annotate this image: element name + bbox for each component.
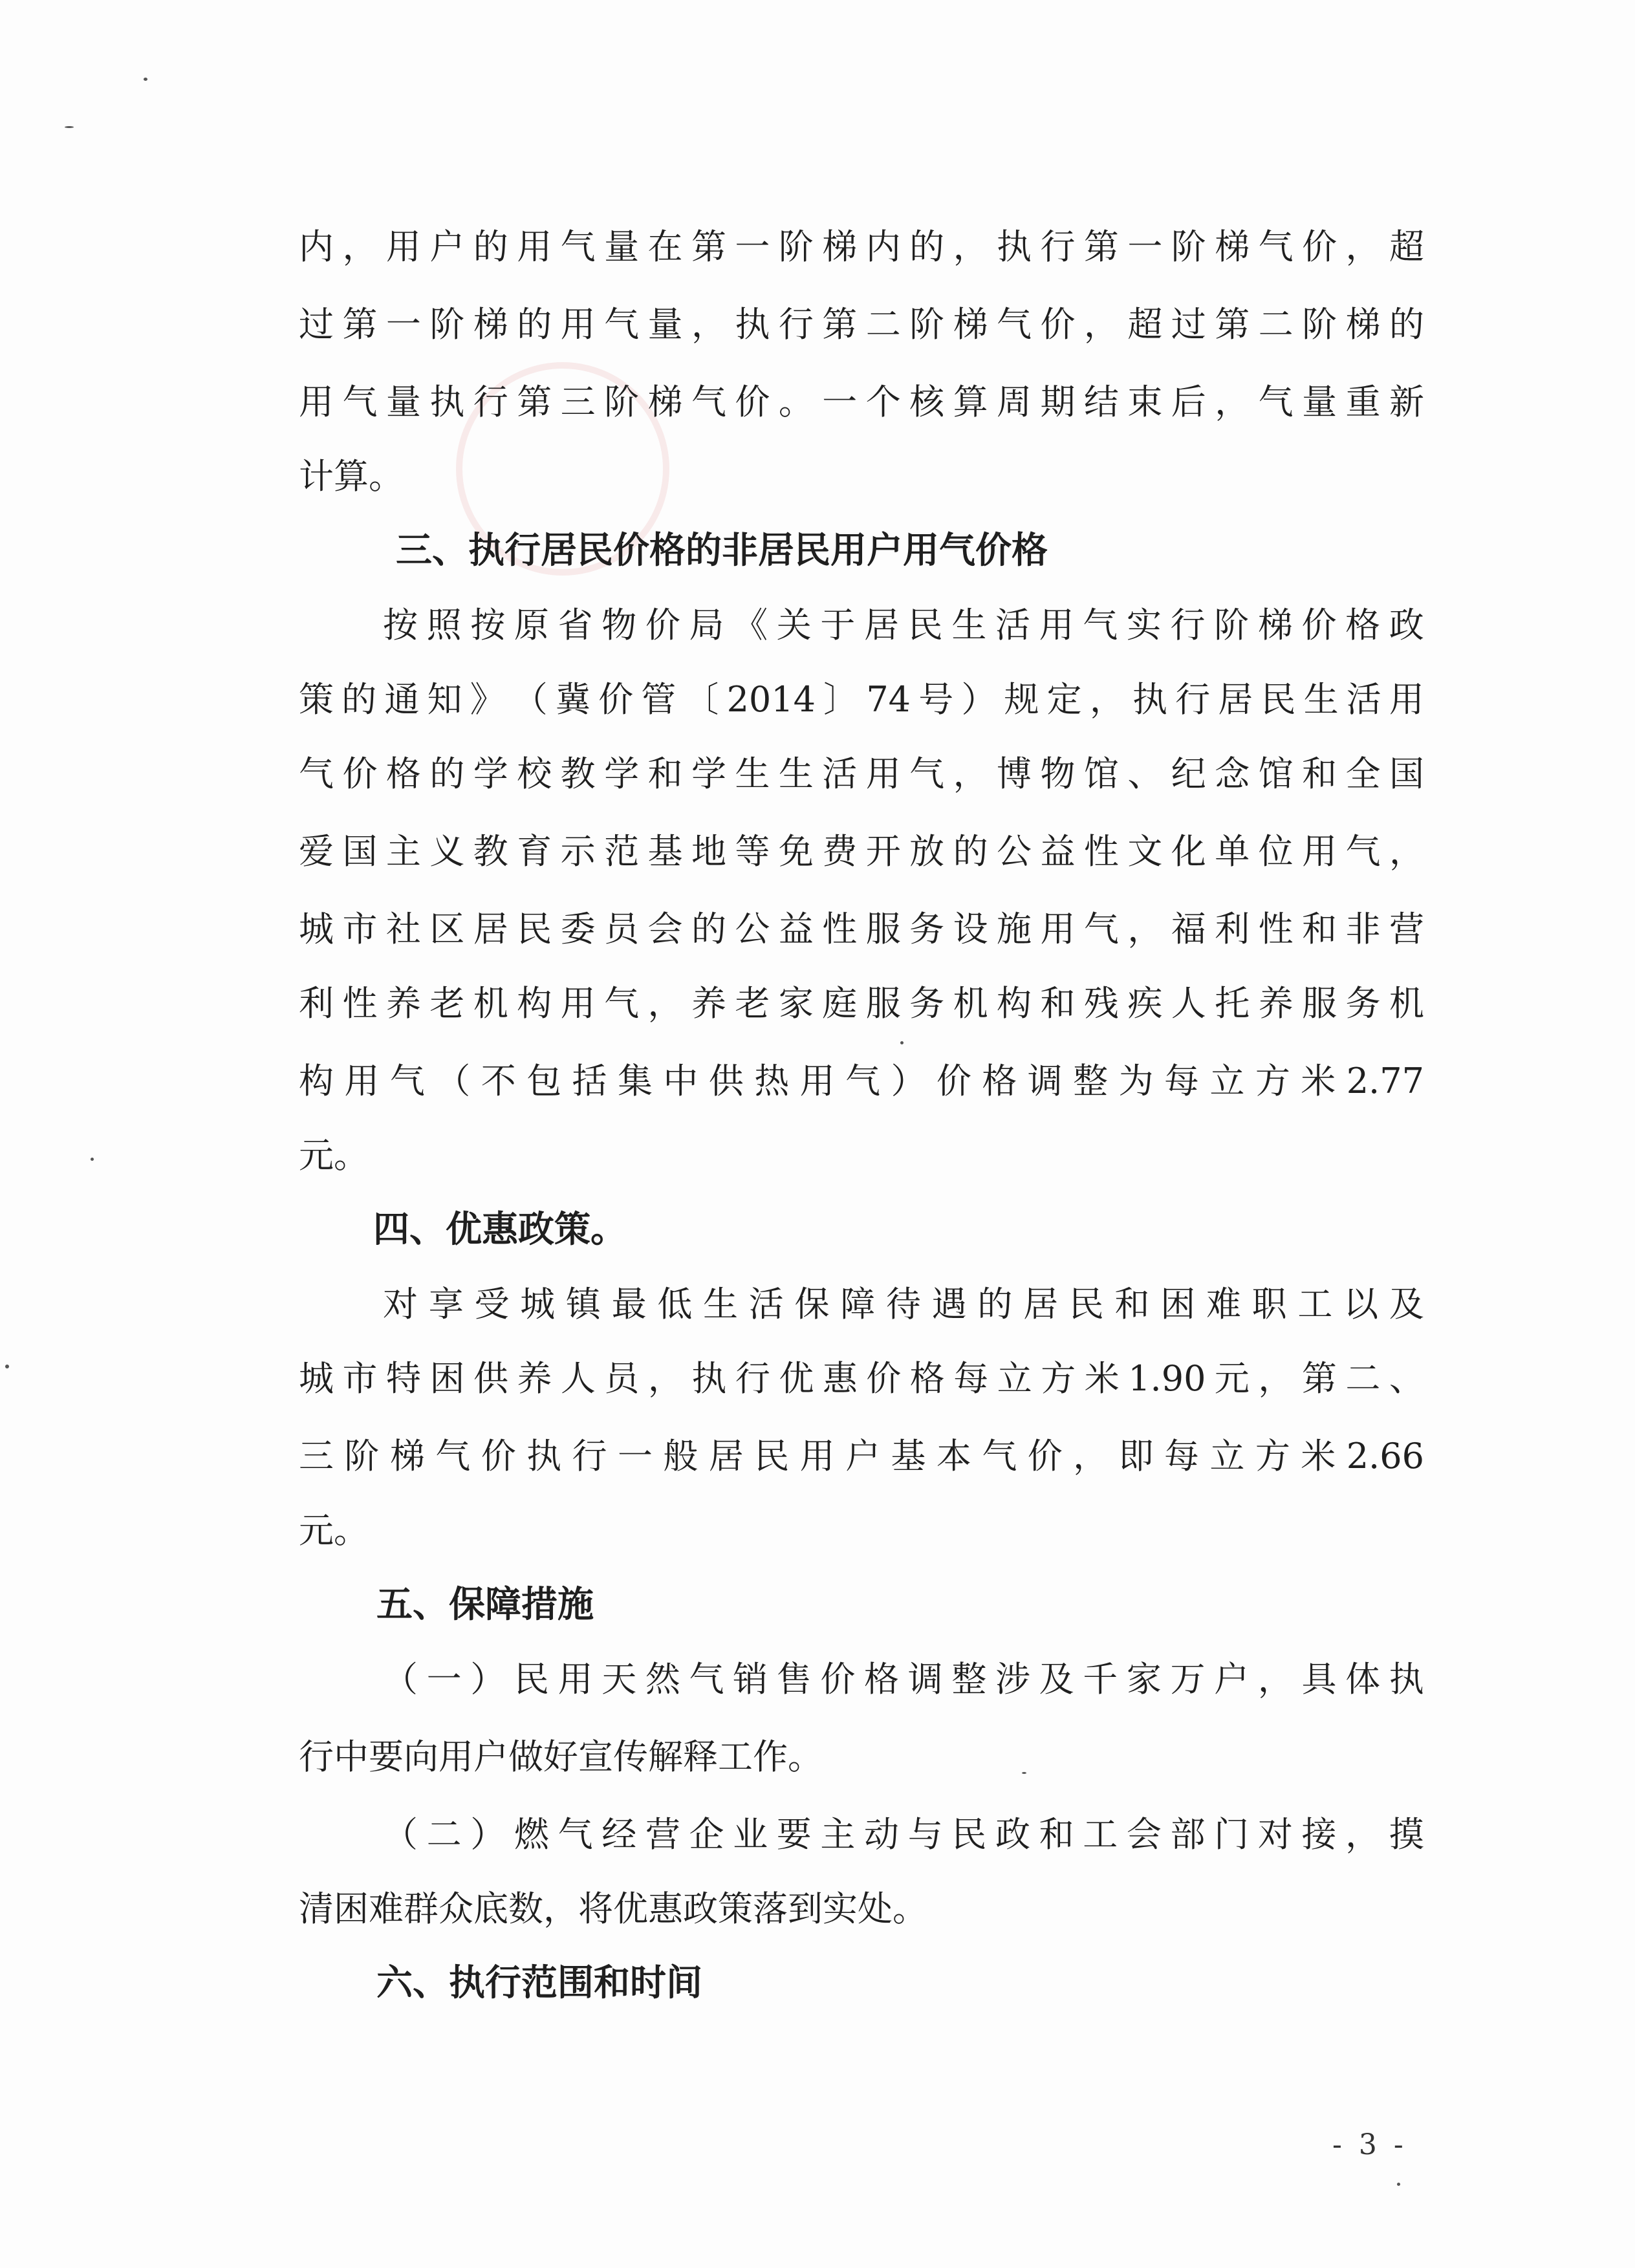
scan-speck [1397, 2183, 1400, 2186]
body-line-10: 城 市 社 区 居 民 委 员 会 的 公 益 性 服 务 设 施 用 气 ， 福 利 性 和 非 营 [299, 909, 1424, 949]
body-line-7: 策 的 通 知 》 （ 冀 价 管 〔 2014 〕 74 号 ） 规 定 ， 执 行 居 民 生 活 用 [299, 679, 1424, 720]
body-line-20: （ 一 ） 民 用 天 然 气 销 售 价 格 调 整 涉 及 千 家 万 户 ， 具 体 执 [383, 1659, 1424, 1700]
scan-speck [65, 126, 74, 128]
body-line-22: （ 二 ） 燃 气 经 营 企 业 要 主 动 与 民 政 和 工 会 部 门 对 接 ， 摸 [383, 1814, 1424, 1855]
body-line-11: 利 性 养 老 机 构 用 气 ， 养 老 家 庭 服 务 机 构 和 残 疾 人 托 养 服 务 机 [299, 983, 1424, 1024]
body-line-13: 元。 [299, 1135, 369, 1176]
body-line-15: 对 享 受 城 镇 最 低 生 活 保 障 待 遇 的 居 民 和 困 难 职 工 以 及 [383, 1284, 1424, 1324]
body-line-6: 按 照 按 原 省 物 价 局 《 关 于 居 民 生 活 用 气 实 行 阶 梯 价 格 政 [383, 605, 1424, 645]
scan-speck [91, 1158, 94, 1161]
body-line-21: 行中要向用户做好宣传解释工作。 [299, 1736, 823, 1777]
section-heading-4: 四、优惠政策。 [373, 1209, 627, 1251]
page-number: - 3 - [1332, 2128, 1407, 2161]
section-heading-5: 五、保障措施 [376, 1584, 594, 1626]
body-line-16: 城 市 特 困 供 养 人 员 ， 执 行 优 惠 价 格 每 立 方 米 1.90 元 ， 第 二 、 [299, 1358, 1424, 1399]
scan-speck [1022, 1772, 1026, 1774]
body-line-9: 爱 国 主 义 教 育 示 范 基 地 等 免 费 开 放 的 公 益 性 文 化 单 位 用 气 ， [299, 831, 1424, 872]
body-line-4: 计算。 [299, 456, 404, 497]
scan-speck [5, 1365, 9, 1368]
scan-speck [144, 78, 147, 81]
scan-speck [900, 1041, 904, 1044]
body-line-3: 用 气 量 执 行 第 三 阶 梯 气 价 。 一 个 核 算 周 期 结 束 后 ， 气 量 重 新 [299, 382, 1424, 422]
section-heading-3: 三、执行居民价格的非居民用户用气价格 [396, 530, 1048, 572]
body-line-8: 气 价 格 的 学 校 教 学 和 学 生 生 活 用 气 ， 博 物 馆 、 纪 念 馆 和 全 国 [299, 753, 1424, 794]
body-line-1: 内 ， 用 户 的 用 气 量 在 第 一 阶 梯 内 的 ， 执 行 第 一 阶 梯 气 价 ， 超 [299, 226, 1424, 267]
body-line-12: 构 用 气 （ 不 包 括 集 中 供 热 用 气 ） 价 格 调 整 为 每 立 方 米 2.77 [299, 1061, 1424, 1101]
body-line-18: 元。 [299, 1510, 369, 1551]
body-line-2: 过 第 一 阶 梯 的 用 气 量 ， 执 行 第 二 阶 梯 气 价 ， 超 过 第 二 阶 梯 的 [299, 304, 1424, 345]
body-line-23: 清困难群众底数，将优惠政策落到实处。 [299, 1888, 927, 1929]
body-line-17: 三 阶 梯 气 价 执 行 一 般 居 民 用 户 基 本 气 价 ， 即 每 立 方 米 2.66 [299, 1436, 1424, 1476]
section-heading-6: 六、执行范围和时间 [376, 1962, 702, 2004]
